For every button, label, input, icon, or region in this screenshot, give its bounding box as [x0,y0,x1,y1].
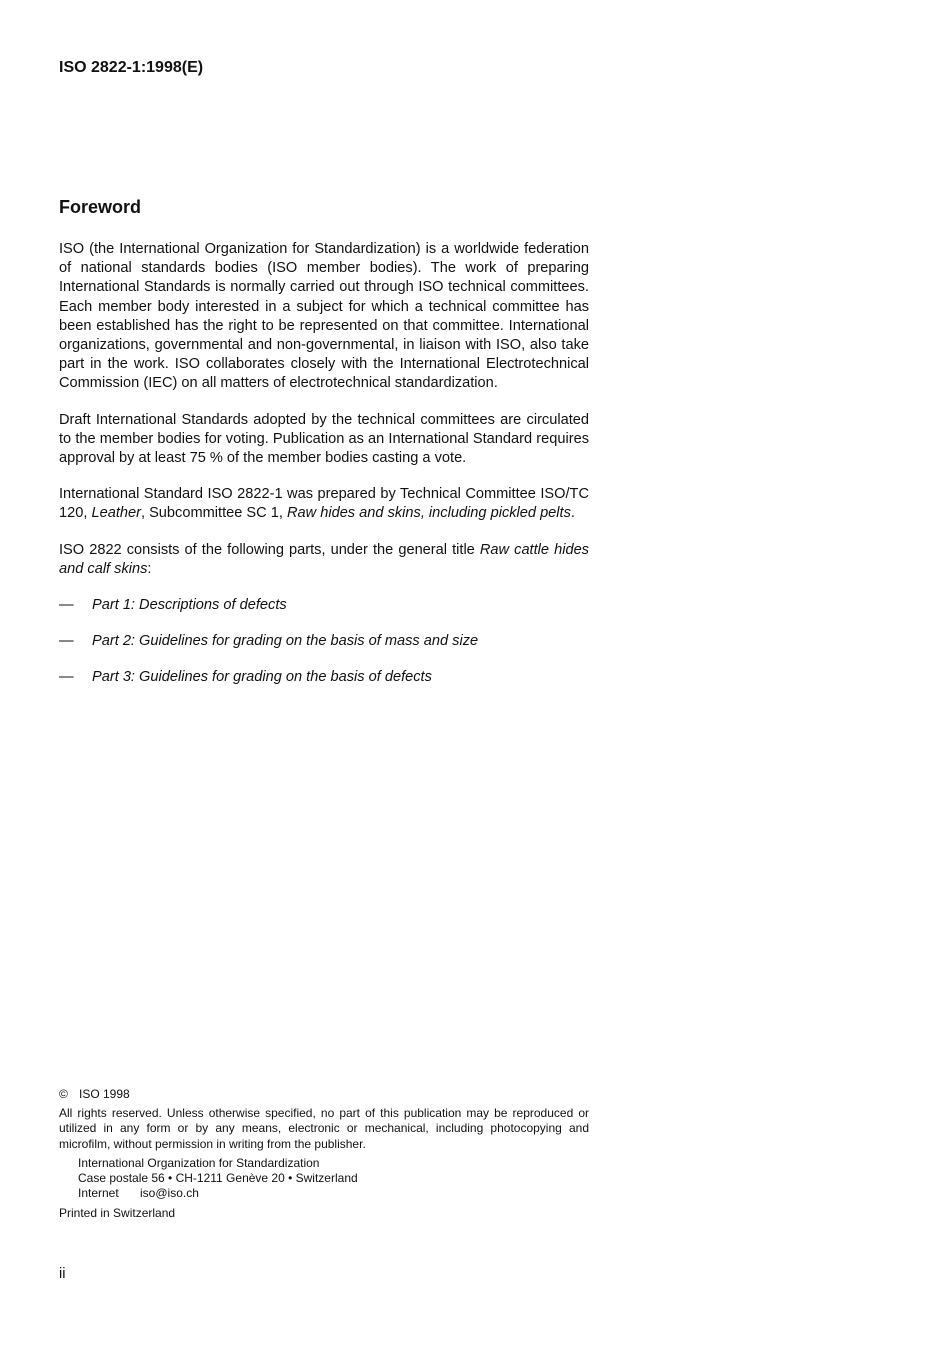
subcommittee-name: Raw hides and skins, including pickled pelts [286,505,571,522]
printed-in: Printed in Switzerland [59,1206,176,1221]
paragraph-iso-intro: ISO (the International Organization for Standardization) is a worldwide federation of national standards bodies (ISO member bodies). The work of preparing International Standards is normally carried out through ISO technical committees. Each member body interested in a subject for which a technical committee has been established has the right to be represented on that committee. International organizations, governmental and non-governmental, in liaison with ISO, also take part in the work. ISO collaborates closely with the International Electrotechnical Commission (IEC) on all matters of electrotechnical standardization. [59,241,589,392]
internet-label: Internet [78,1186,119,1201]
organization-name: International Organization for Standardization [78,1155,320,1170]
copyright-text: ISO 1998 [79,1087,130,1101]
committee-name-leather: Leather [91,505,141,522]
page-number: ii [59,1266,66,1282]
paragraph-draft-standards: Draft International Standards adopted by the technical committees are circulated to the member bodies for voting. Publication as an International Standard requires approval by at least 75 % of the member bodies casting a vote. [59,411,589,467]
foreword-title: Foreword [59,197,142,217]
dash-marker: — [59,633,74,650]
parts-intro-text-1: ISO 2822 consists of the following parts, under the general title [59,541,480,558]
paragraph-committee [59,485,589,523]
foreword-body [59,240,589,705]
list-item [59,632,589,651]
publisher-address [59,1156,589,1202]
rights-notice: All rights reserved. Unless otherwise specified, no part of this publication may be reproduced or utilized in any form or by any means, electronic or mechanical, including photocopying and microfilm, without permission in writing from the publisher. [59,1106,589,1151]
parts-intro-text-2: : [147,560,152,577]
document-id: ISO 2822-1:1998(E) [59,59,204,76]
part-3-title: Part 3: Guidelines for grading on the basis of defects [92,669,432,686]
copyright-line [59,1087,589,1102]
email-address: iso@iso.ch [140,1186,199,1201]
list-item [59,668,589,687]
general-title: Raw cattle hides and calf skins [59,541,589,577]
committee-text-3: . [570,505,575,522]
postal-address: Case postale 56 • CH-1211 Genève 20 • Switzerland [78,1171,358,1186]
copyright-symbol: © [59,1087,68,1101]
dash-marker: — [59,597,74,614]
part-2-title: Part 2: Guidelines for grading on the basis of mass and size [92,633,479,650]
list-item [59,596,589,615]
dash-marker: — [59,669,74,686]
paragraph-parts-intro [59,541,589,579]
part-1-title: Part 1: Descriptions of defects [92,597,287,614]
internet-line [78,1186,589,1201]
parts-list [59,596,589,688]
document-header [59,59,203,77]
committee-text-2: , Subcommittee SC 1, [140,505,287,522]
committee-text-1: International Standard ISO 2822-1 was prepared by Technical Committee ISO/TC 120, [59,486,589,522]
copyright-footer [59,1087,589,1222]
